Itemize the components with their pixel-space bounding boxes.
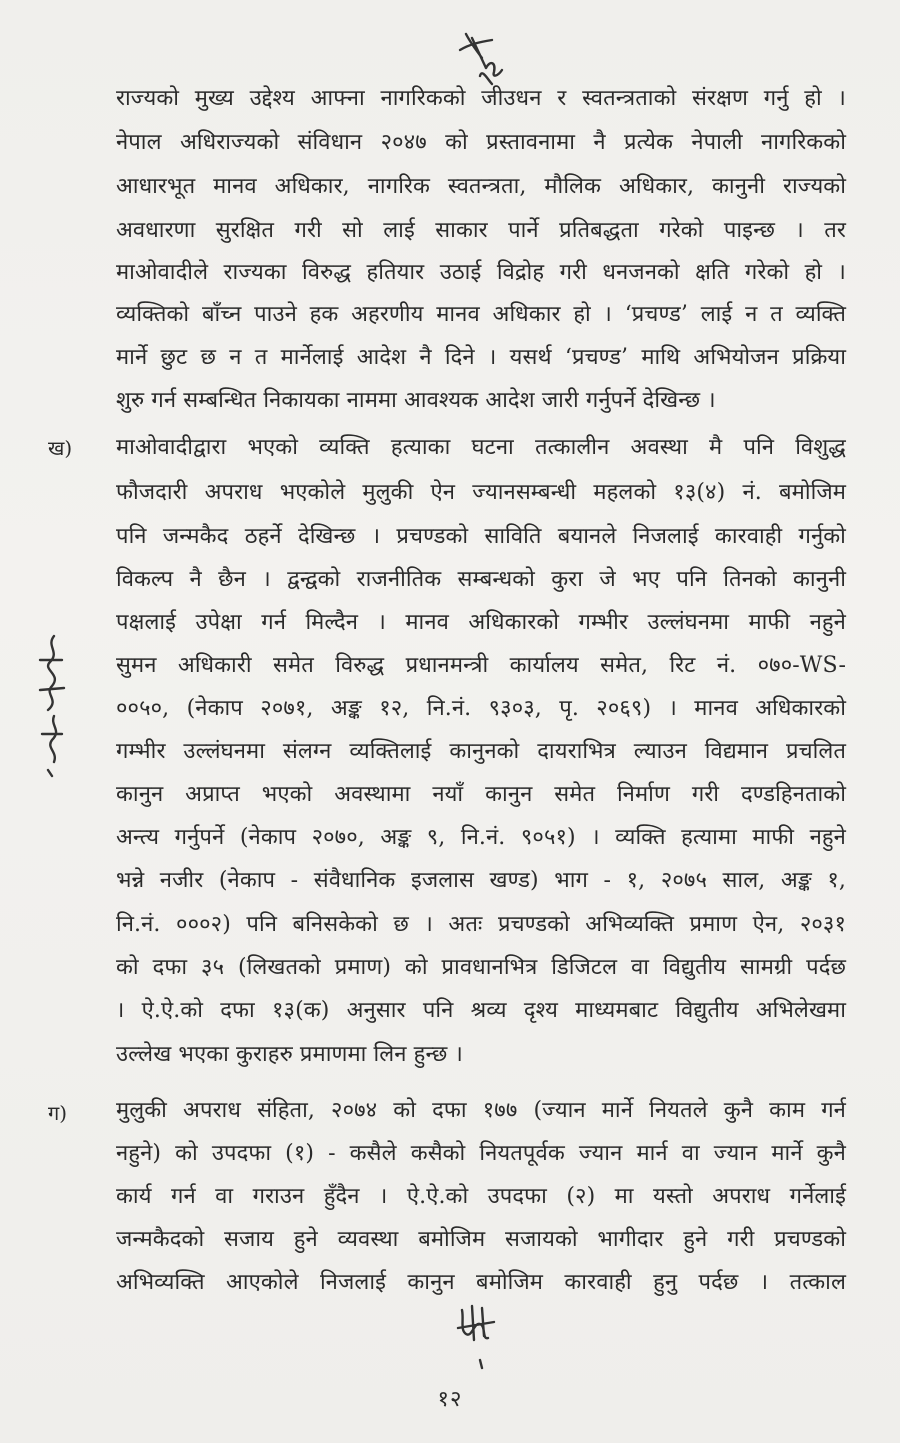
section-kha-line: को दफा ३५ (लिखतको प्रमाण) को प्रावधानभित्र डिजिटल वा विद्युतीय सामग्री पर्दछ bbox=[116, 955, 846, 980]
intro-line: अवधारणा सुरक्षित गरी सो लाई साकार पार्ने प्रतिबद्धता गरेको पाइन्छ । तर bbox=[116, 218, 846, 243]
intro-line: व्यक्तिको बाँच्न पाउने हक अहरणीय मानव अधिकार हो । ‘प्रचण्ड’ लाई न त व्यक्ति bbox=[116, 302, 846, 327]
section-ga-line: नहुने) को उपदफा (१) - कसैले कसैको नियतपूर्वक ज्यान मार्न वा ज्यान मार्ने कुनै bbox=[116, 1141, 846, 1166]
intro-line: माओवादीले राज्यका विरुद्ध हतियार उठाई विद्रोह गरी धनजनको क्षति गरेको हो । bbox=[116, 260, 846, 285]
intro-line: नेपाल अधिराज्यको संविधान २०४७ को प्रस्तावनामा नै प्रत्येक नेपाली नागरिकको bbox=[116, 130, 846, 155]
section-kha-line: भन्ने नजीर (नेकाप - संवैधानिक इजलास खण्ड) भाग - १, २०७५ साल, अङ्क १, bbox=[116, 868, 846, 893]
section-kha-line: गम्भीर उल्लंघनमा संलग्न व्यक्तिलाई कानुनको दायराभित्र ल्याउन विद्यमान प्रचलित bbox=[116, 739, 846, 764]
section-kha-line: माओवादीद्वारा भएको व्यक्ति हत्याका घटना तत्कालीन अवस्था मै पनि विशुद्ध bbox=[116, 435, 846, 460]
section-marker-ga: ग) bbox=[48, 1101, 68, 1125]
section-kha-line: । ऐ.ऐ.को दफा १३(क) अनुसार पनि श्रव्य दृश्य माध्यमबाट विद्युतीय अभिलेखमा bbox=[116, 998, 846, 1023]
section-kha-line: सुमन अधिकारी समेत विरुद्ध प्रधानमन्त्री कार्यालय समेत, रिट नं. ०७०-WS- bbox=[116, 653, 846, 678]
section-kha-line: पनि जन्मकैद ठहर्ने देखिन्छ । प्रचण्डको साविति बयानले निजलाई कारवाही गर्नुको bbox=[116, 524, 846, 549]
signature-bottom bbox=[452, 1300, 502, 1370]
section-ga-line: कार्य गर्न वा गराउन हुँदैन । ऐ.ऐ.को उपदफा (२) मा यस्तो अपराध गर्नेलाई bbox=[116, 1184, 846, 1209]
section-ga-line: जन्मकैदको सजाय हुने व्यवस्था बमोजिम सजायको भागीदार हुने गरी प्रचण्डको bbox=[116, 1227, 846, 1252]
intro-line: मार्ने छुट छ न त मार्नेलाई आदेश नै दिने । यसर्थ ‘प्रचण्ड’ माथि अभियोजन प्रक्रिया bbox=[116, 345, 846, 370]
page-number: १२ bbox=[437, 1387, 463, 1412]
section-kha-line: विकल्प नै छैन । द्वन्द्वको राजनीतिक सम्बन्धको कुरा जे भए पनि तिनको कानुनी bbox=[116, 567, 846, 592]
signature-top bbox=[452, 28, 512, 90]
intro-line: शुरु गर्न सम्बन्धित निकायका नाममा आवश्यक आदेश जारी गर्नुपर्ने देखिन्छ । bbox=[116, 388, 716, 413]
section-kha-line: फौजदारी अपराध भएकोले मुलुकी ऐन ज्यानसम्बन्धी महलको १३(४) नं. बमोजिम bbox=[116, 480, 846, 505]
signature-left-margin bbox=[32, 630, 72, 780]
section-marker-kha: ख) bbox=[48, 436, 73, 460]
section-kha-line: अन्त्य गर्नुपर्ने (नेकाप २०७०, अङ्क ९, नि.नं. ९०५१) । व्यक्ति हत्यामा माफी नहुने bbox=[116, 825, 846, 850]
section-ga-line: अभिव्यक्ति आएकोले निजलाई कानुन बमोजिम कारवाही हुनु पर्दछ । तत्काल bbox=[116, 1270, 846, 1295]
section-ga-line: मुलुकी अपराध संहिता, २०७४ को दफा १७७ (ज्यान मार्ने नियतले कुनै काम गर्न bbox=[116, 1098, 846, 1123]
section-kha-line: उल्लेख भएका कुराहरु प्रमाणमा लिन हुन्छ । bbox=[116, 1042, 463, 1067]
intro-line: आधारभूत मानव अधिकार, नागरिक स्वतन्त्रता, मौलिक अधिकार, कानुनी राज्यको bbox=[116, 174, 846, 199]
intro-line: राज्यको मुख्य उद्देश्य आफ्ना नागरिकको जीउधन र स्वतन्त्रताको संरक्षण गर्नु हो । bbox=[116, 86, 846, 111]
section-kha-line: पक्षलाई उपेक्षा गर्न मिल्दैन । मानव अधिकारको गम्भीर उल्लंघनमा माफी नहुने bbox=[116, 610, 846, 635]
section-kha-line: नि.नं. ०००२) पनि बनिसकेको छ । अतः प्रचण्डको अभिव्यक्ति प्रमाण ऐन, २०३१ bbox=[116, 912, 846, 937]
section-kha-line: ००५०, (नेकाप २०७१, अङ्क १२, नि.नं. ९३०३, पृ. २०६९) । मानव अधिकारको bbox=[116, 696, 846, 721]
section-kha-line: कानुन अप्राप्त भएको अवस्थामा नयाँ कानुन समेत निर्माण गरी दण्डहिनताको bbox=[116, 782, 846, 807]
